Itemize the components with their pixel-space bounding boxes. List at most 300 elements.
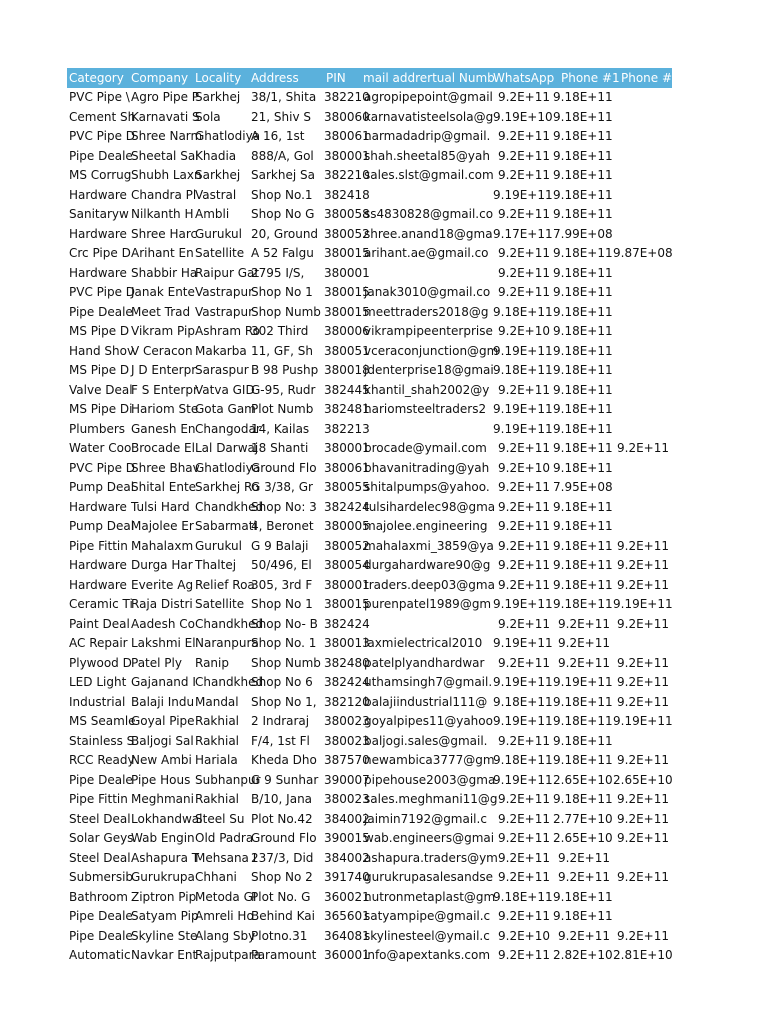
cell-locality[interactable]: Alang Sby (195, 928, 256, 943)
cell-email[interactable]: baljogi.sales@gmail. (364, 733, 488, 748)
cell-whatsapp[interactable]: 9.19E+11 (493, 636, 553, 650)
cell-address[interactable]: Plot No.42 (251, 811, 313, 826)
cell-company[interactable]: Everite Ag (131, 577, 194, 592)
cell-whatsapp[interactable]: 9.19E+11 (493, 343, 553, 358)
cell-phone-2[interactable] (613, 420, 672, 440)
cell-company[interactable]: Goyal Pipe (131, 714, 195, 728)
cell-email[interactable] (353, 264, 493, 284)
cell-phone-2[interactable] (613, 264, 672, 284)
cell-phone-2[interactable] (613, 147, 672, 167)
cell-phone-1[interactable]: 9.18E+11 (553, 733, 613, 748)
cell-company[interactable]: Raja Distri (131, 597, 193, 611)
cell-locality[interactable]: Gurukul (195, 226, 242, 241)
cell-whatsapp[interactable]: 9.2E+11 (498, 207, 550, 221)
cell-phone-2[interactable] (613, 478, 672, 498)
cell-company[interactable]: Ganesh En (131, 421, 196, 436)
cell-address[interactable]: B 98 Pushp (251, 363, 319, 377)
cell-category[interactable]: Industrial (69, 694, 126, 709)
cell-email[interactable]: vikrampipeenterprise (364, 324, 493, 338)
cell-locality[interactable]: Metoda GI (195, 889, 257, 904)
cell-locality[interactable]: Rakhial (195, 792, 240, 806)
cell-category[interactable]: Cement Sh (69, 109, 136, 124)
cell-email[interactable]: patelplyandhardwar (364, 655, 485, 670)
cell-whatsapp[interactable]: 9.2E+11 (498, 831, 550, 845)
cell-phone-2[interactable]: 9.2E+11 (617, 616, 669, 631)
cell-email[interactable]: jaimin7192@gmail.c (364, 811, 487, 826)
cell-phone-2[interactable] (613, 127, 672, 147)
cell-category[interactable]: PVC Pipe D (69, 460, 135, 475)
cell-address[interactable]: Sarkhej Sa (251, 168, 315, 182)
cell-company[interactable]: F S Enterpr (131, 382, 198, 397)
cell-locality[interactable]: Sola (195, 109, 221, 124)
cell-whatsapp[interactable]: 9.2E+11 (498, 480, 550, 494)
cell-whatsapp[interactable]: 9.2E+11 (498, 441, 550, 455)
cell-pin[interactable]: 391740 (324, 870, 370, 884)
cell-phone-2[interactable] (613, 732, 672, 752)
cell-locality[interactable]: Saraspur (195, 363, 249, 377)
cell-address[interactable]: Shop Numb (251, 655, 321, 670)
cell-category[interactable]: Water Coo (69, 441, 132, 455)
cell-phone-2[interactable]: 9.2E+11 (617, 538, 669, 553)
cell-locality[interactable]: Naranpura (195, 636, 259, 650)
cell-email[interactable]: karnavatisteelsola@g (364, 109, 494, 124)
cell-phone-1[interactable]: 9.2E+11 (558, 655, 610, 670)
cell-email[interactable]: shah.sheetal85@yah (364, 148, 490, 163)
cell-whatsapp[interactable]: 9.2E+11 (498, 616, 550, 631)
cell-whatsapp[interactable]: 9.17E+11 (493, 226, 553, 241)
cell-pin[interactable]: 380001 (324, 577, 370, 592)
cell-phone-1[interactable]: 9.18E+11 (553, 324, 613, 338)
cell-address[interactable]: Ground Flo (251, 831, 317, 845)
cell-locality[interactable]: Mehsana I (195, 850, 257, 865)
header-phone-2[interactable]: Phone #2 (621, 71, 680, 85)
header-category[interactable]: Category (69, 71, 124, 85)
cell-whatsapp[interactable]: 9.2E+11 (498, 538, 550, 553)
cell-company[interactable]: Ashapura T (131, 850, 200, 865)
cell-company[interactable]: Lokhandwal (131, 811, 203, 826)
header-locality[interactable]: Locality (195, 71, 242, 85)
cell-email[interactable]: shitalpumps@yahoo. (364, 480, 490, 494)
cell-locality[interactable]: Ranip (195, 655, 229, 670)
cell-address[interactable]: Shop No G (251, 207, 315, 221)
cell-locality[interactable]: Ghatlodiya (195, 460, 261, 475)
cell-locality[interactable]: Chandkhed (195, 499, 264, 514)
cell-email[interactable]: mahalaxmi_3859@ya (364, 538, 494, 553)
cell-category[interactable]: Crc Pipe D (69, 246, 131, 260)
cell-pin[interactable]: 382445 (324, 382, 370, 397)
cell-email[interactable]: goyalpipes11@yahoo (364, 714, 493, 728)
cell-company[interactable]: Gajanand I (131, 675, 196, 689)
cell-address[interactable]: G 9 Balaji (251, 538, 309, 553)
cell-phone-1[interactable]: 9.18E+11 (553, 402, 613, 416)
cell-locality[interactable]: Ghatlodiya (195, 129, 261, 143)
cell-phone-2[interactable] (613, 186, 672, 206)
cell-pin[interactable]: 382120 (324, 694, 370, 709)
cell-company[interactable]: Lakshmi El (131, 636, 196, 650)
cell-email[interactable]: narmadadrip@gmail. (364, 129, 491, 143)
cell-phone-2[interactable] (613, 459, 672, 479)
cell-company[interactable]: Shubh Laxn (131, 168, 202, 182)
cell-locality[interactable]: Chhani (195, 870, 237, 884)
cell-whatsapp[interactable]: 9.2E+11 (498, 850, 550, 865)
cell-company[interactable]: Vikram Pip (131, 324, 195, 338)
cell-phone-2[interactable]: 9.2E+11 (617, 831, 669, 845)
cell-phone-2[interactable]: 9.2E+11 (617, 655, 669, 670)
cell-address[interactable]: 305, 3rd F (251, 577, 313, 592)
cell-phone-1[interactable]: 9.18E+11 (553, 558, 613, 572)
cell-category[interactable]: Bathroom (69, 889, 128, 904)
cell-pin[interactable]: 380054 (324, 558, 370, 572)
cell-phone-2[interactable] (613, 400, 672, 420)
cell-whatsapp[interactable]: 9.2E+10 (498, 928, 550, 943)
cell-phone-2[interactable] (613, 888, 672, 908)
cell-phone-2[interactable]: 9.2E+11 (617, 558, 669, 572)
cell-pin[interactable]: 382424 (324, 499, 370, 514)
cell-email[interactable]: jdenterprise18@gmai (364, 363, 494, 377)
cell-locality[interactable]: Sarkhej Ro (195, 480, 260, 494)
cell-pin[interactable]: 380023 (324, 792, 370, 806)
cell-phone-1[interactable]: 9.18E+11 (553, 460, 613, 475)
cell-email[interactable]: ss4830828@gmail.co (364, 207, 494, 221)
cell-locality[interactable]: Ashram Ro (195, 324, 260, 338)
cell-phone-2[interactable] (613, 361, 672, 381)
cell-category[interactable]: LED Light (69, 675, 127, 689)
cell-email[interactable]: majolee.engineering (364, 519, 488, 533)
cell-whatsapp[interactable]: 9.2E+11 (498, 558, 550, 572)
cell-email[interactable]: pipehouse2003@gma (364, 772, 496, 787)
cell-phone-1[interactable]: 7.99E+08 (553, 226, 613, 241)
cell-address[interactable]: Shop Numb (251, 304, 321, 319)
cell-company[interactable]: Nilkanth H (131, 207, 194, 221)
cell-category[interactable]: Plumbers (69, 421, 126, 436)
cell-pin[interactable]: 380058 (324, 207, 370, 221)
cell-locality[interactable]: Vastrapur (195, 304, 254, 319)
cell-pin[interactable]: 384002 (324, 850, 370, 865)
cell-locality[interactable]: Gurukul (195, 538, 242, 553)
cell-phone-2[interactable] (613, 634, 672, 654)
cell-company[interactable]: Skyline Ste (131, 928, 198, 943)
cell-address[interactable]: Shop No 2 (251, 870, 313, 884)
cell-category[interactable]: Pipe Fittin (69, 792, 128, 806)
cell-phone-1[interactable]: 9.18E+11 (553, 207, 613, 221)
cell-whatsapp[interactable]: 9.2E+10 (498, 460, 550, 475)
cell-company[interactable]: Durga Har (131, 558, 193, 572)
cell-email[interactable]: wab.engineers@gmai (364, 831, 495, 845)
cell-email[interactable]: satyampipe@gmail.c (364, 909, 491, 923)
cell-address[interactable]: 38/1, Shita (251, 90, 317, 104)
cell-category[interactable]: PVC Pipe \ (69, 90, 130, 104)
cell-category[interactable]: Pipe Fittin (69, 538, 128, 553)
cell-whatsapp[interactable]: 9.2E+11 (498, 285, 550, 299)
cell-company[interactable]: Meet Trad (131, 304, 191, 319)
cell-email[interactable]: purenpatel1989@gm (364, 597, 492, 611)
cell-company[interactable]: Brocade El (131, 441, 195, 455)
cell-phone-1[interactable]: 9.18E+11 (553, 519, 613, 533)
cell-phone-1[interactable]: 9.18E+11 (553, 753, 613, 767)
cell-phone-1[interactable]: 9.18E+11 (553, 441, 613, 455)
cell-email[interactable]: khantil_shah2002@y (364, 382, 490, 397)
cell-pin[interactable]: 360021 (324, 889, 370, 904)
cell-locality[interactable]: Chandkhed (195, 675, 264, 689)
cell-phone-1[interactable]: 9.18E+11 (553, 714, 613, 728)
cell-phone-2[interactable]: 9.2E+11 (617, 870, 669, 884)
cell-email[interactable]: tulsihardelec98@gma (364, 499, 496, 514)
cell-locality[interactable]: Rajputpara (195, 948, 261, 962)
cell-address[interactable]: 302 Third (251, 324, 309, 338)
cell-phone-1[interactable]: 2.65E+10 (553, 831, 613, 845)
cell-address[interactable]: Plot Numb (251, 402, 314, 416)
cell-locality[interactable]: Relief Roa (195, 577, 255, 592)
cell-phone-2[interactable] (613, 907, 672, 927)
cell-phone-2[interactable] (613, 225, 672, 245)
cell-address[interactable]: A 52 Falgu (251, 246, 314, 260)
cell-email[interactable]: traders.deep03@gma (364, 577, 495, 592)
cell-locality[interactable]: Sarkhej (195, 168, 241, 182)
cell-phone-2[interactable]: 9.2E+11 (617, 694, 669, 709)
cell-phone-1[interactable]: 9.18E+11 (553, 792, 613, 806)
cell-company[interactable]: Shital Ente (131, 480, 197, 494)
cell-company[interactable]: Arihant En (131, 246, 194, 260)
cell-address[interactable]: Shop No 1 (251, 597, 313, 611)
cell-phone-1[interactable]: 9.18E+11 (553, 538, 613, 553)
cell-address[interactable]: Shop No: 3 (251, 499, 317, 514)
cell-pin[interactable]: 382210 (324, 90, 370, 104)
cell-phone-1[interactable]: 9.18E+11 (553, 285, 613, 299)
cell-email[interactable]: sales.meghmani11@g (364, 792, 498, 806)
cell-address[interactable]: 21, Shiv S (251, 109, 311, 124)
cell-email[interactable]: ashapura.traders@ym (364, 850, 498, 865)
cell-phone-2[interactable] (613, 342, 672, 362)
cell-phone-2[interactable]: 9.19E+11 (613, 714, 673, 728)
cell-locality[interactable]: Vatva GID (195, 382, 255, 397)
cell-pin[interactable]: 380015 (324, 304, 370, 319)
cell-phone-1[interactable]: 9.18E+11 (553, 382, 613, 397)
cell-phone-1[interactable]: 9.2E+11 (558, 870, 610, 884)
cell-company[interactable]: Agro Pipe P (131, 90, 200, 104)
header-whatsapp[interactable]: WhatsApp (493, 71, 555, 85)
cell-company[interactable]: Shabbir Ha (131, 265, 198, 280)
cell-whatsapp[interactable]: 9.19E+10 (493, 109, 553, 124)
cell-email[interactable]: laxmielectrical2010 (364, 636, 483, 650)
cell-locality[interactable]: Old Padra (195, 831, 254, 845)
cell-whatsapp[interactable]: 9.18E+11 (493, 889, 553, 904)
cell-pin[interactable]: 380060 (324, 109, 370, 124)
cell-locality[interactable]: Steel Su (195, 811, 245, 826)
cell-email[interactable]: meettraders2018@g (364, 304, 489, 319)
cell-company[interactable]: Baljogi Sal (131, 733, 194, 748)
cell-address[interactable]: 11, GF, Sh (251, 343, 313, 358)
cell-company[interactable]: Satyam Pip (131, 909, 199, 923)
cell-company[interactable]: Chandra Pl (131, 187, 197, 202)
cell-email[interactable] (353, 615, 493, 635)
cell-phone-2[interactable]: 9.2E+11 (617, 928, 669, 943)
cell-email[interactable]: agropipepoint@gmail (364, 90, 493, 104)
cell-whatsapp[interactable]: 9.2E+11 (498, 265, 550, 280)
cell-category[interactable]: Pipe Deale (69, 772, 133, 787)
cell-company[interactable]: Navkar Ent (131, 948, 198, 962)
cell-pin[interactable]: 380001 (324, 265, 370, 280)
cell-whatsapp[interactable]: 9.2E+11 (498, 577, 550, 592)
cell-email[interactable]: shree.anand18@gma (364, 226, 493, 241)
cell-category[interactable]: Automatic (69, 948, 131, 962)
cell-email[interactable]: uthamsingh7@gmail. (364, 675, 493, 689)
cell-whatsapp[interactable]: 9.2E+11 (498, 870, 550, 884)
cell-address[interactable]: Shop No 6 (251, 675, 313, 689)
cell-pin[interactable]: 382481 (324, 402, 370, 416)
cell-pin[interactable]: 380052 (324, 538, 370, 553)
cell-pin[interactable]: 382480 (324, 655, 370, 670)
cell-phone-1[interactable]: 9.18E+11 (553, 148, 613, 163)
cell-email[interactable]: hariomsteeltraders2 (364, 402, 487, 416)
cell-company[interactable]: Hariom Ste (131, 402, 199, 416)
cell-company[interactable]: Wab Engin (131, 831, 195, 845)
cell-address[interactable]: 237/3, Did (251, 850, 314, 865)
cell-category[interactable]: Pipe Deale (69, 928, 133, 943)
cell-whatsapp[interactable]: 9.19E+11 (493, 675, 553, 689)
cell-pin[interactable]: 387570 (324, 753, 370, 767)
cell-phone-1[interactable]: 9.19E+11 (553, 675, 613, 689)
cell-address[interactable]: 20, Ground (251, 226, 319, 241)
cell-phone-2[interactable]: 9.2E+11 (617, 792, 669, 806)
cell-address[interactable]: A 16, 1st (251, 129, 305, 143)
cell-pin[interactable]: 382424 (324, 675, 370, 689)
cell-phone-2[interactable]: 2.81E+10 (613, 948, 673, 962)
cell-email[interactable]: durgahardware90@g (364, 558, 491, 572)
cell-phone-2[interactable] (613, 498, 672, 518)
cell-locality[interactable]: Ambli (195, 207, 230, 221)
cell-address[interactable]: 18 Shanti (251, 441, 309, 455)
cell-whatsapp[interactable]: 9.18E+11 (493, 753, 553, 767)
cell-phone-1[interactable]: 9.2E+11 (558, 928, 610, 943)
cell-address[interactable]: Paramount (251, 948, 317, 962)
cell-category[interactable]: Paint Deal (69, 616, 130, 631)
cell-whatsapp[interactable]: 9.19E+11 (493, 772, 553, 787)
cell-locality[interactable]: Gota Gam (195, 402, 256, 416)
cell-company[interactable]: Shree Bhav (131, 460, 200, 475)
cell-address[interactable]: Shop No. 1 (251, 636, 317, 650)
cell-phone-2[interactable] (613, 322, 672, 342)
cell-pin[interactable]: 380061 (324, 460, 370, 475)
cell-phone-2[interactable] (613, 166, 672, 186)
cell-category[interactable]: Submersib (69, 870, 134, 884)
cell-whatsapp[interactable]: 9.2E+11 (498, 909, 550, 923)
cell-category[interactable]: Stainless S (69, 733, 135, 748)
cell-phone-2[interactable] (613, 88, 672, 108)
cell-pin[interactable]: 384002 (324, 811, 370, 826)
cell-whatsapp[interactable]: 9.2E+11 (498, 382, 550, 397)
cell-locality[interactable]: Rakhial (195, 733, 240, 748)
cell-email[interactable]: info@apextanks.com (364, 948, 491, 962)
cell-category[interactable]: Hand Shov (69, 343, 135, 358)
cell-locality[interactable]: Thaltej (195, 558, 237, 572)
cell-phone-2[interactable] (613, 205, 672, 225)
cell-address[interactable]: G-95, Rudr (251, 382, 316, 397)
cell-phone-1[interactable]: 9.18E+11 (553, 909, 613, 923)
cell-whatsapp[interactable]: 9.2E+11 (498, 519, 550, 533)
cell-whatsapp[interactable]: 9.19E+11 (493, 187, 553, 202)
cell-phone-2[interactable] (613, 303, 672, 323)
cell-whatsapp[interactable]: 9.2E+10 (498, 324, 550, 338)
cell-locality[interactable]: Hariala (195, 753, 238, 767)
cell-phone-1[interactable]: 9.18E+11 (553, 304, 613, 319)
cell-locality[interactable]: Satellite (195, 597, 245, 611)
cell-category[interactable]: PVC Pipe D (69, 129, 135, 143)
cell-email[interactable]: nutronmetaplast@gm (364, 889, 496, 904)
header-pin[interactable]: PIN (326, 71, 346, 85)
cell-phone-1[interactable]: 9.2E+11 (558, 636, 610, 650)
cell-pin[interactable]: 380023 (324, 733, 370, 748)
cell-category[interactable]: Ceramic Ti (69, 597, 133, 611)
cell-phone-2[interactable] (613, 517, 672, 537)
cell-email[interactable]: vceraconjunction@gm (364, 343, 499, 358)
header-address[interactable]: Address (251, 71, 299, 85)
cell-whatsapp[interactable]: 9.2E+11 (498, 148, 550, 163)
cell-phone-2[interactable]: 2.65E+10 (613, 772, 673, 787)
cell-phone-1[interactable]: 9.18E+11 (553, 246, 613, 260)
cell-pin[interactable]: 365601 (324, 909, 370, 923)
cell-category[interactable]: Pipe Deale (69, 909, 133, 923)
cell-pin[interactable]: 380013 (324, 636, 370, 650)
cell-company[interactable]: Shree Narm (131, 129, 203, 143)
cell-locality[interactable]: Satellite (195, 246, 245, 260)
cell-phone-2[interactable] (613, 283, 672, 303)
cell-pin[interactable]: 380061 (324, 129, 370, 143)
cell-category[interactable]: Hardware (69, 187, 127, 202)
cell-pin[interactable]: 380018 (324, 363, 370, 377)
cell-whatsapp[interactable]: 9.2E+11 (498, 246, 550, 260)
cell-phone-2[interactable] (613, 849, 672, 869)
cell-locality[interactable]: Chandkhed (195, 616, 264, 631)
cell-pin[interactable]: 390007 (324, 772, 370, 787)
cell-phone-2[interactable]: 9.19E+11 (613, 597, 673, 611)
cell-address[interactable]: 2 Indraraj (251, 714, 310, 728)
cell-locality[interactable]: Rakhial (195, 714, 240, 728)
cell-email[interactable]: gurukrupasalesandse (364, 870, 494, 884)
cell-company[interactable]: Meghmani (131, 792, 194, 806)
cell-whatsapp[interactable]: 9.2E+11 (498, 655, 550, 670)
cell-pin[interactable]: 380051 (324, 343, 370, 358)
cell-phone-1[interactable]: 9.18E+11 (553, 889, 613, 904)
cell-category[interactable]: MS Seamle (69, 714, 136, 728)
cell-category[interactable]: MS Pipe D (69, 324, 130, 338)
cell-whatsapp[interactable]: 9.2E+11 (498, 733, 550, 748)
cell-pin[interactable]: 380006 (324, 324, 370, 338)
cell-category[interactable]: Plywood D (69, 655, 132, 670)
cell-category[interactable]: Valve Deal (69, 382, 133, 397)
cell-locality[interactable]: Khadia (195, 148, 237, 163)
cell-company[interactable]: Gurukrupa (131, 870, 195, 884)
cell-address[interactable]: 4, Beronet (251, 519, 314, 533)
cell-locality[interactable]: Sarkhej (195, 90, 241, 104)
cell-whatsapp[interactable]: 9.2E+11 (498, 811, 550, 826)
cell-category[interactable]: MS Corrug (69, 168, 132, 182)
cell-email[interactable]: janak3010@gmail.co (364, 285, 491, 299)
cell-pin[interactable]: 364081 (324, 928, 370, 943)
cell-company[interactable]: Mahalaxm (131, 538, 194, 553)
cell-category[interactable]: Pump Deal (69, 519, 135, 533)
cell-whatsapp[interactable]: 9.19E+11 (493, 714, 553, 728)
cell-address[interactable]: 2795 I/S, (251, 265, 305, 280)
cell-pin[interactable]: 380015 (324, 246, 370, 260)
cell-category[interactable]: Pump Deal (69, 480, 135, 494)
cell-email[interactable] (353, 420, 493, 440)
cell-address[interactable]: Behind Kai (251, 909, 315, 923)
cell-phone-2[interactable]: 9.2E+11 (617, 441, 669, 455)
cell-phone-2[interactable]: 9.2E+11 (617, 753, 669, 767)
cell-locality[interactable]: Changodar (195, 421, 261, 436)
cell-whatsapp[interactable]: 9.2E+11 (498, 168, 550, 182)
cell-pin[interactable]: 382418 (324, 187, 370, 202)
